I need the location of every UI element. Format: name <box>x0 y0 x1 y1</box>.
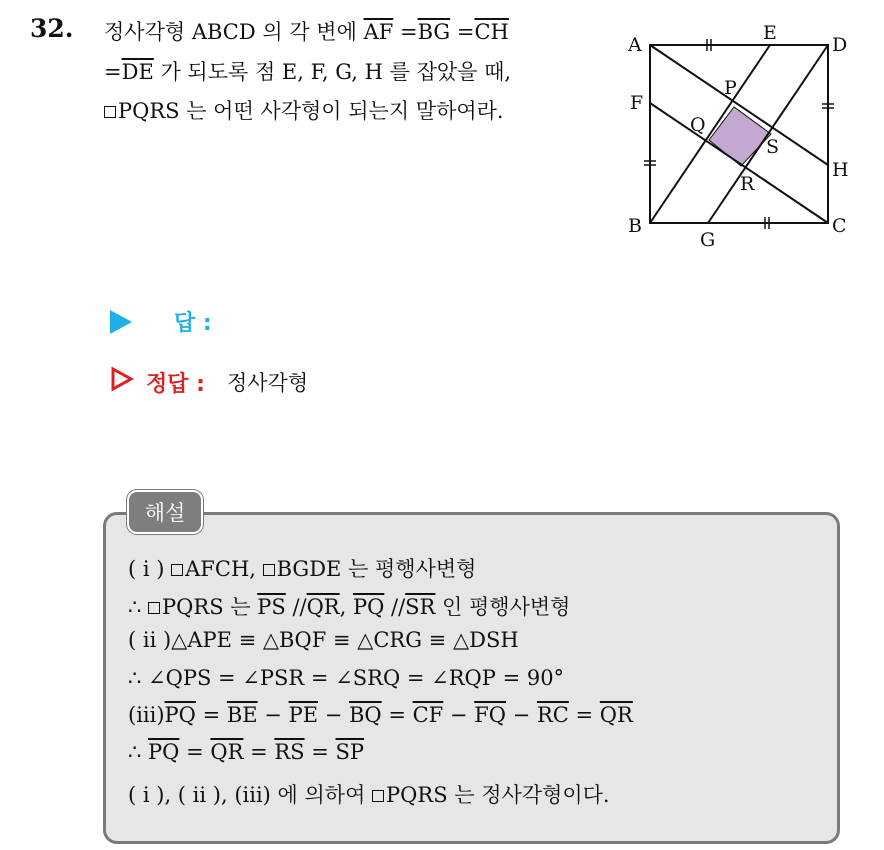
answer-label: 답 : <box>174 311 212 336</box>
segment: $\overline{PQ}$ <box>148 740 180 764</box>
solution-line-2 <box>128 591 570 621</box>
play-triangle-icon <box>110 310 132 334</box>
segment-ch: $\overline{CH}$ <box>474 20 509 44</box>
segment: $\overline{QR}$ <box>210 740 244 764</box>
problem-line-2 <box>104 56 511 86</box>
label-d: D <box>832 34 848 56</box>
segment: $\overline{PS}$ <box>257 595 286 619</box>
label-q: Q <box>690 114 706 136</box>
label-a: A <box>628 34 642 56</box>
pqrs-square <box>709 107 771 166</box>
problem-line-3 <box>104 95 504 125</box>
text: PQRS 는 정사각형이다. <box>386 783 610 807</box>
segment: $\overline{PQ}$ <box>164 703 196 727</box>
label-r: R <box>740 173 755 195</box>
label-p: P <box>724 77 737 99</box>
text: = <box>393 20 418 44</box>
solution-line-1 <box>128 553 476 583</box>
text: BGDE 는 평행사변형 <box>276 557 477 581</box>
segment: $\overline{RS}$ <box>274 740 305 764</box>
segment: $\overline{PE}$ <box>288 703 319 727</box>
segment: $\overline{BE}$ <box>226 703 258 727</box>
solution-line-3: ( ii )△APE ≡ △BQF ≡ △CRG ≡ △DSH <box>128 628 519 652</box>
text: − <box>318 703 349 727</box>
label-e: E <box>763 22 777 44</box>
segment: $\overline{CF}$ <box>412 703 444 727</box>
square-figure <box>620 20 860 250</box>
text: (iii) <box>128 703 165 727</box>
text: − <box>257 703 289 727</box>
answer-row <box>110 306 212 337</box>
segment-af: $\overline{AF}$ <box>363 20 394 44</box>
square-symbol-icon <box>104 106 116 118</box>
segment: $\overline{QR}$ <box>599 703 633 727</box>
correct-answer-label: 정답 : <box>146 371 205 397</box>
text: = <box>450 20 475 44</box>
segment: $\overline{FQ}$ <box>474 703 506 727</box>
text: 가 되도록 점 E, F, G, H 를 잡았을 때, <box>153 60 512 84</box>
text: = <box>104 60 122 84</box>
text: ∴ <box>128 740 149 764</box>
label-f: F <box>630 92 644 114</box>
solution-line-7 <box>128 779 610 809</box>
text: = <box>568 703 600 727</box>
text: // <box>285 595 307 619</box>
text: = <box>179 740 211 764</box>
correct-answer-row <box>110 366 308 398</box>
segment: $\overline{SP}$ <box>335 740 365 764</box>
solution-line-4: ∴ ∠QPS = ∠PSR = ∠SRQ = ∠RQP = 90° <box>128 666 565 690</box>
square-symbol-icon <box>372 790 384 802</box>
segment: $\overline{QR}$ <box>306 595 340 619</box>
text: − <box>443 703 475 727</box>
solution-tab: 해설 <box>127 490 203 534</box>
segment: $\overline{BQ}$ <box>349 703 382 727</box>
solution-line-5 <box>128 703 633 727</box>
text: = <box>304 740 336 764</box>
text: = <box>381 703 413 727</box>
text: 정사각형 ABCD 의 각 변에 <box>104 20 364 44</box>
text: = <box>243 740 275 764</box>
text: ( i ), ( ii ), (iii) 에 의하여 <box>128 783 373 807</box>
text: − <box>506 703 537 727</box>
problem-line-1 <box>104 16 509 46</box>
text: // <box>384 595 406 619</box>
label-b: B <box>628 215 642 237</box>
square-symbol-icon <box>148 602 160 614</box>
segment-de: $\overline{DE}$ <box>121 60 154 84</box>
text: = <box>195 703 227 727</box>
solution-line-6 <box>128 740 364 764</box>
square-symbol-icon <box>171 564 183 576</box>
square-symbol-icon <box>263 564 275 576</box>
text: , <box>339 595 353 619</box>
segment-bg: $\overline{BG}$ <box>417 20 451 44</box>
text: ( i ) <box>128 557 172 581</box>
label-c: C <box>832 215 847 237</box>
text: AFCH, <box>185 557 263 581</box>
problem-number: 32. <box>30 14 74 43</box>
label-g: G <box>700 229 716 250</box>
segment: $\overline{PQ}$ <box>352 595 385 619</box>
correct-answer-value: 정사각형 <box>226 371 309 395</box>
segment: $\overline{SR}$ <box>405 595 436 619</box>
outline-triangle-icon <box>110 366 134 398</box>
text: PQRS 는 <box>162 595 258 619</box>
label-h: H <box>832 159 849 181</box>
segment: $\overline{RC}$ <box>536 703 569 727</box>
text: ∴ <box>128 595 149 619</box>
text: PQRS 는 어떤 사각형이 되는지 말하여라. <box>118 99 504 123</box>
label-s: S <box>766 136 780 158</box>
text: 인 평행사변형 <box>435 595 571 619</box>
